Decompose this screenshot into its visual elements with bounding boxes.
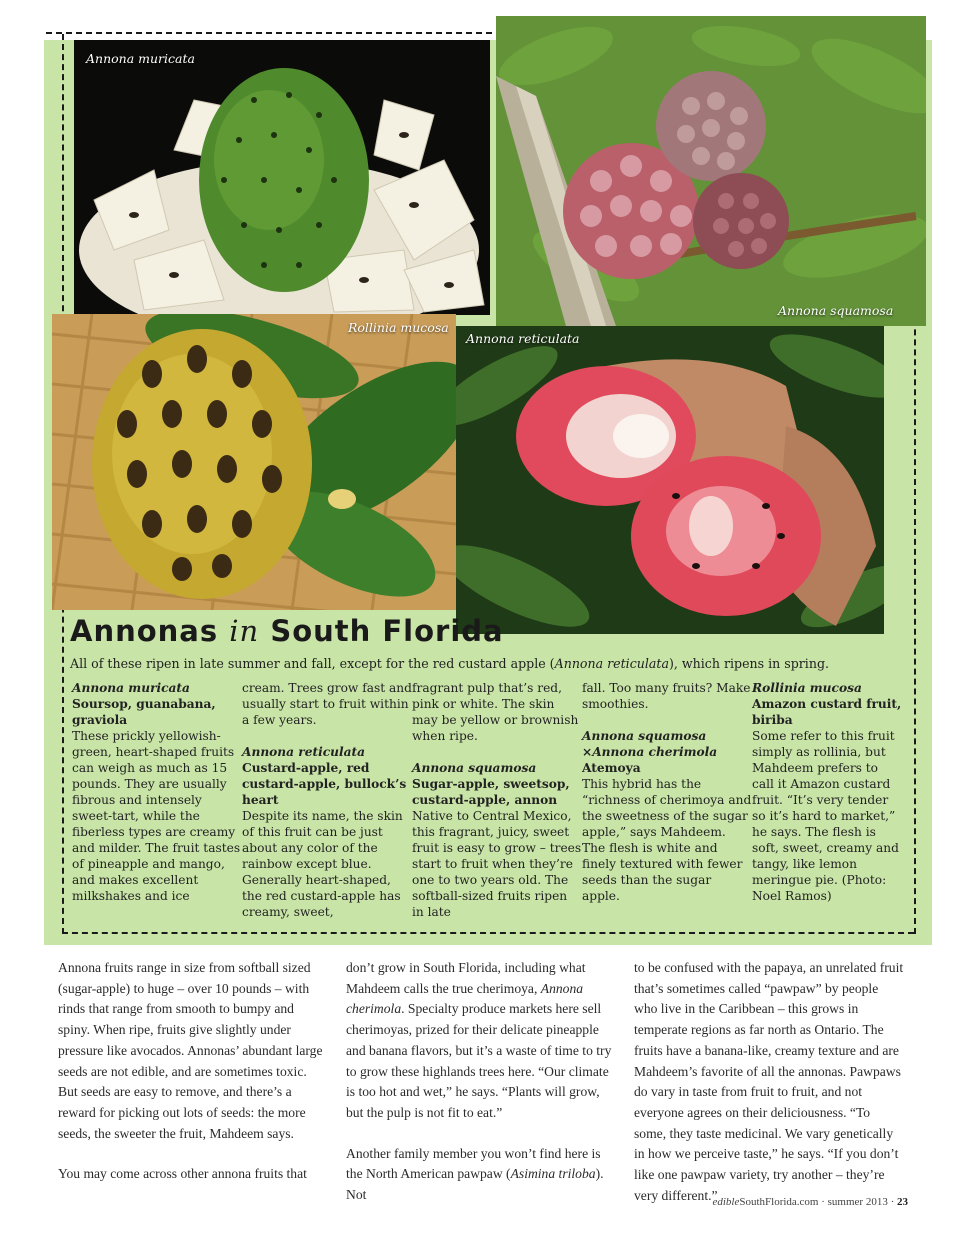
common-names: Soursop, guanabana, graviola <box>72 697 216 727</box>
common-names: Sugar-apple, sweetsop, custard-apple, annon <box>412 777 570 807</box>
sidebar-columns <box>72 680 904 920</box>
photo-rollinia-mucosa <box>52 314 456 610</box>
body-text-species: Annona cherimola <box>346 980 584 1017</box>
caption-annona-squamosa: Annona squamosa <box>778 303 894 318</box>
body-text-run: don’t grow in South Florida, including what Mahdeem calls the true cherimoya, <box>346 960 586 996</box>
body-paragraph <box>346 958 616 1124</box>
body-text-species: Asimina triloba <box>510 1166 596 1182</box>
photo-annona-reticulata <box>456 326 884 634</box>
footer-brand-edible: edible <box>712 1196 740 1208</box>
species-description: Despite its name, the skin of this fruit can be just about any color of the rainbow except blue. Generally heart-shaped, the red custard-apple has creamy, sweet, <box>242 809 403 919</box>
sidebar-intro-text-end: ), which ripens in spring. <box>668 656 830 671</box>
dashed-border-bottom <box>62 932 914 934</box>
species-name: Rollinia mucosa <box>752 681 862 695</box>
sidebar-intro-species: Annona reticulata <box>554 656 669 671</box>
body-paragraph: You may come across other annona fruits that <box>58 1166 307 1182</box>
sidebar-intro-text: All of these ripen in late summer and fall, except for the red custard apple ( <box>70 656 555 671</box>
sidebar-column-3 <box>412 680 582 920</box>
caption-rollinia-mucosa: Rollinia mucosa <box>348 320 449 335</box>
photo-annona-squamosa <box>496 16 926 326</box>
page-number: 23 <box>897 1196 908 1208</box>
species-description: Native to Central Mexico, this fragrant, juicy, sweet fruit is easy to grow – trees start to fruit when they’re one to two years old. The softball-sized fruits ripen in late <box>412 809 582 919</box>
body-text-run: Another family member you won’t find here is the North American pawpaw ( <box>346 1145 601 1182</box>
species-description-continued: fall. Too many fruits? Make smoothies. <box>582 681 751 711</box>
body-column-3 <box>634 958 904 1206</box>
dashed-border-top <box>46 32 492 34</box>
body-column-2 <box>346 958 616 1206</box>
sidebar-title-south-florida: South Florida <box>270 614 504 648</box>
sidebar-title-in: in <box>229 614 260 648</box>
body-text-run: ). Not <box>346 1166 604 1203</box>
sidebar-title-annonas: Annonas <box>70 614 219 648</box>
species-description: These prickly yellowish-green, heart-shaped fruits can weigh as much as 15 pounds. They are usually fibrous and intensely sweet-tart, while the fiberless types are creamy and milder. The fruit tastes of pineapple and mango, and makes excellent milkshakes and ice <box>72 729 241 903</box>
body-paragraph: Annona fruits range in size from softball sized (sugar-apple) to huge – over 10 pounds – with rinds that range from smooth to bumpy and spiny. When ripe, fruits give slightly under pressure like avocados. Annonas’ abundant large seeds are not edible, and are sometimes toxic. But seeds are easy to remove, and there’s a reward for picking out lots of seeds: the more seeds, the sweeter the fruit, Mahdeem says. <box>58 960 323 1141</box>
sidebar-column-5 <box>752 680 902 920</box>
species-description: Some refer to this fruit simply as rollinia, but Mahdeem prefers to call it Amazon custard fruit. “It’s very tender so it’s hard to market,” he says. The flesh is soft, sweet, creamy and tangy, like lemon meringue pie. (Photo: Noel Ramos) <box>752 729 899 903</box>
species-name: Annona squamosa ×Annona cherimola <box>582 729 718 759</box>
body-paragraph: to be confused with the papaya, an unrelated fruit that’s sometimes called “pawpaw” by people who live in the Caribbean – this grows in temperate regions as far north as Ontario. The fruits have a banana-like, creamy texture and are Mahdeem’s favorite of all the annonas. Pawpaws do vary in taste from fruit to fruit, and not everyone agrees on their deliciousness. “To some, they taste medicinal. We vary genetically in how we perceive taste,” he says. “If you don’t like one pawpaw variety, try another – they’re very different.” <box>634 960 904 1203</box>
species-description: This hybrid has the “richness of cherimoya and the sweetness of the sugar apple,” says Mahdeem. The flesh is white and finely textured with fewer seeds than the sugar apple. <box>582 777 752 903</box>
body-paragraph <box>346 1144 616 1206</box>
sidebar-title <box>70 614 504 648</box>
species-name: Annona squamosa <box>412 761 537 775</box>
common-names: Custard-apple, red custard-apple, bullock’s heart <box>242 761 407 807</box>
page-footer <box>712 1196 908 1208</box>
species-description-continued: fragrant pulp that’s red, pink or white. The skin may be yellow or brownish when ripe. <box>412 681 579 743</box>
footer-brand: SouthFlorida.com · summer 2013 · <box>739 1196 897 1208</box>
caption-annona-muricata: Annona muricata <box>86 51 195 66</box>
species-name: Annona muricata <box>72 681 190 695</box>
species-description-continued: cream. Trees grow fast and usually start to fruit within a few years. <box>242 681 412 727</box>
body-text-run: . Specialty produce markets here sell cherimoyas, prized for their delicate pineapple and banana flavors, but it’s a waste of time to try to grow these highlands trees here. “Our climate is too hot and wet,” he says. “Plants will grow, but the pulp is not fit to eat.” <box>346 1001 612 1120</box>
sidebar-column-4 <box>582 680 752 920</box>
common-names: Amazon custard fruit, biriba <box>752 697 902 727</box>
body-column-1 <box>58 958 328 1185</box>
sidebar-column-2 <box>242 680 412 920</box>
species-name: Annona reticulata <box>242 745 366 759</box>
sidebar-column-1 <box>72 680 242 920</box>
photo-annona-muricata <box>74 40 490 315</box>
sidebar-intro <box>70 656 890 671</box>
caption-annona-reticulata: Annona reticulata <box>466 331 580 346</box>
common-names: Atemoya <box>582 761 641 775</box>
